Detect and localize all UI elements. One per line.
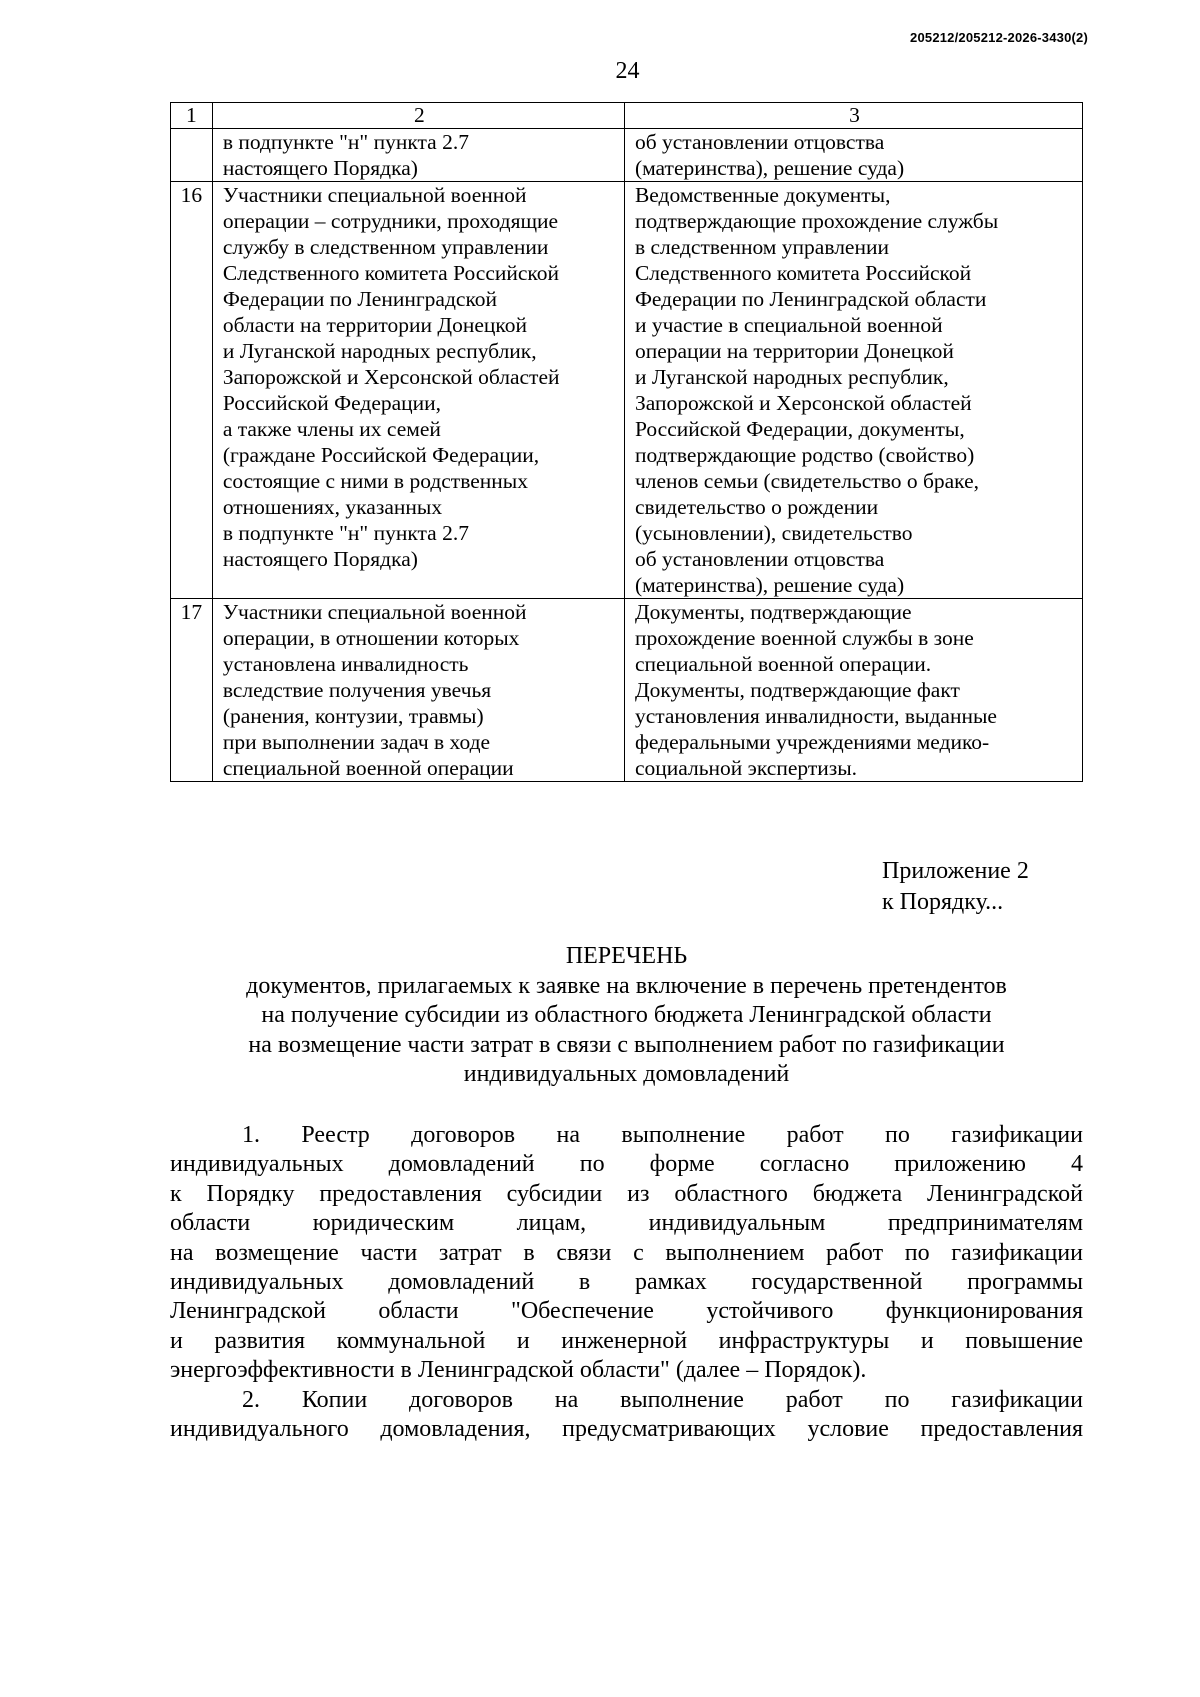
cell-text-line: при выполнении задач в ходе bbox=[222, 730, 491, 754]
row-number-cell bbox=[171, 129, 213, 182]
documents-cell bbox=[624, 182, 1082, 599]
paragraph-line: и развития коммунальной и инженерной инфраструктуры и повышение bbox=[170, 1327, 1083, 1354]
paragraph-line: энергоэффективности в Ленинградской области" (далее – Порядок). bbox=[170, 1357, 867, 1384]
table-header-row bbox=[171, 103, 1083, 129]
cell-text-line: Участники специальной военной bbox=[222, 183, 527, 207]
cell-text-line: в следственном управлении bbox=[634, 235, 889, 259]
cell-text-line: операции на территории Донецкой bbox=[634, 339, 954, 363]
cell-text-line: службу в следственном управлении bbox=[222, 235, 549, 259]
cell-text-line: Запорожской и Херсонской областей bbox=[222, 365, 560, 389]
cell-text-line: операции, в отношении которых bbox=[222, 626, 520, 650]
paragraph-line: индивидуального домовладения, предусматривающих условие предоставления bbox=[170, 1416, 1083, 1443]
cell-text-line: настоящего Порядка) bbox=[222, 156, 418, 180]
heading-subtitle-line: на возмещение части затрат в связи с выполнением работ по газификации bbox=[248, 1031, 1005, 1058]
category-cell bbox=[212, 182, 624, 599]
heading-subtitle-line: индивидуальных домовладений bbox=[463, 1061, 790, 1087]
paragraph-line: области юридическим лицам, индивидуальным предпринимателям bbox=[170, 1210, 1083, 1237]
documents-table bbox=[170, 102, 1083, 782]
paragraph-line: на возмещение части затрат в связи с выполнением работ по газификации bbox=[170, 1239, 1083, 1266]
cell-text-line: об установлении отцовства bbox=[634, 130, 885, 154]
cell-text-line: и Луганской народных республик, bbox=[222, 339, 537, 363]
appendix-line-2: к Порядку... bbox=[882, 889, 1004, 915]
appendix-label bbox=[882, 856, 1029, 918]
cell-text-line: Документы, подтверждающие факт bbox=[634, 678, 960, 702]
paragraph bbox=[170, 1121, 1083, 1386]
cell-text-line: и участие в специальной военной bbox=[634, 313, 943, 337]
cell-text-line: Участники специальной военной bbox=[222, 600, 527, 624]
paragraph-line: к Порядку предоставления субсидии из областного бюджета Ленинградской bbox=[170, 1180, 1083, 1207]
cell-text-line: социальной экспертизы. bbox=[634, 756, 858, 780]
cell-text-line: (ранения, контузии, травмы) bbox=[222, 704, 484, 728]
paragraph-line: Ленинградской области "Обеспечение устойчивого функционирования bbox=[170, 1298, 1083, 1325]
cell-text-line: состоящие с ними в родственных bbox=[222, 469, 528, 493]
row-number-cell: 16 bbox=[171, 182, 213, 599]
cell-text-line: (материнства), решение суда) bbox=[634, 573, 905, 597]
documents-cell bbox=[624, 599, 1082, 782]
cell-text-line: в подпункте "н" пункта 2.7 bbox=[222, 130, 469, 154]
paragraph-line: 1. Реестр договоров на выполнение работ по газификации bbox=[242, 1122, 1083, 1148]
cell-text-line: отношениях, указанных bbox=[222, 495, 443, 519]
cell-text-line: Запорожской и Херсонской областей bbox=[634, 391, 972, 415]
cell-text-line: специальной военной операции. bbox=[634, 652, 932, 676]
document-body bbox=[170, 1121, 1083, 1444]
cell-text-line: Ведомственные документы, bbox=[634, 183, 891, 207]
cell-text-line: об установлении отцовства bbox=[634, 547, 885, 571]
list-heading bbox=[170, 942, 1083, 1090]
paragraph-line: индивидуальных домовладений по форме согласно приложению 4 bbox=[170, 1151, 1083, 1178]
page-number: 24 bbox=[615, 58, 640, 84]
cell-text-line: вследствие получения увечья bbox=[222, 678, 492, 702]
cell-text-line: (усыновлении), свидетельство bbox=[634, 521, 913, 545]
cell-text-line: федеральными учреждениями медико- bbox=[634, 730, 990, 754]
cell-text-line: настоящего Порядка) bbox=[222, 547, 418, 571]
cell-text-line: и Луганской народных республик, bbox=[634, 365, 949, 389]
cell-text-line: (граждане Российской Федерации, bbox=[222, 443, 540, 467]
cell-text-line: Документы, подтверждающие bbox=[634, 600, 912, 624]
cell-text-line: области на территории Донецкой bbox=[222, 313, 528, 337]
paragraph-line: индивидуальных домовладений в рамках государственной программы bbox=[170, 1269, 1083, 1296]
cell-text-line: Федерации по Ленинградской области bbox=[634, 287, 987, 311]
heading-subtitle-line: документов, прилагаемых к заявке на включение в перечень претендентов bbox=[246, 972, 1007, 999]
category-cell bbox=[212, 599, 624, 782]
paragraph bbox=[170, 1386, 1083, 1445]
cell-text-line: Российской Федерации, bbox=[222, 391, 442, 415]
paragraph-line: 2. Копии договоров на выполнение работ по газификации bbox=[242, 1386, 1083, 1413]
cell-text-line: прохождение военной службы в зоне bbox=[634, 626, 974, 650]
documents-cell bbox=[624, 129, 1082, 182]
cell-text-line: в подпункте "н" пункта 2.7 bbox=[222, 521, 469, 545]
table-row bbox=[171, 129, 1083, 182]
cell-text-line: установления инвалидности, выданные bbox=[634, 704, 997, 728]
document-id: 205212/205212-2026-3430(2) bbox=[910, 30, 1088, 45]
cell-text-line: членов семьи (свидетельство о браке, bbox=[634, 469, 980, 493]
cell-text-line: (материнства), решение суда) bbox=[634, 156, 905, 180]
header-cell-2: 2 bbox=[212, 103, 624, 129]
header-cell-3: 3 bbox=[624, 103, 1082, 129]
heading-title: ПЕРЕЧЕНЬ bbox=[565, 943, 688, 969]
cell-text-line: подтверждающие родство (свойство) bbox=[634, 443, 975, 467]
row-number-cell: 17 bbox=[171, 599, 213, 782]
cell-text-line: Следственного комитета Российской bbox=[222, 261, 560, 285]
table-row bbox=[171, 182, 1083, 599]
cell-text-line: Российской Федерации, документы, bbox=[634, 417, 965, 441]
cell-text-line: а также члены их семей bbox=[222, 417, 441, 441]
cell-text-line: специальной военной операции bbox=[222, 756, 514, 780]
appendix-line-1: Приложение 2 bbox=[882, 858, 1029, 884]
table-row bbox=[171, 599, 1083, 782]
cell-text-line: операции – сотрудники, проходящие bbox=[222, 209, 559, 233]
header-cell-1: 1 bbox=[171, 103, 213, 129]
cell-text-line: подтверждающие прохождение службы bbox=[634, 209, 999, 233]
cell-text-line: установлена инвалидность bbox=[222, 652, 469, 676]
category-cell bbox=[212, 129, 624, 182]
cell-text-line: Следственного комитета Российской bbox=[634, 261, 972, 285]
cell-text-line: Федерации по Ленинградской bbox=[222, 287, 498, 311]
heading-subtitle-line: на получение субсидии из областного бюджета Ленинградской области bbox=[261, 1002, 992, 1028]
cell-text-line: свидетельство о рождении bbox=[634, 495, 879, 519]
